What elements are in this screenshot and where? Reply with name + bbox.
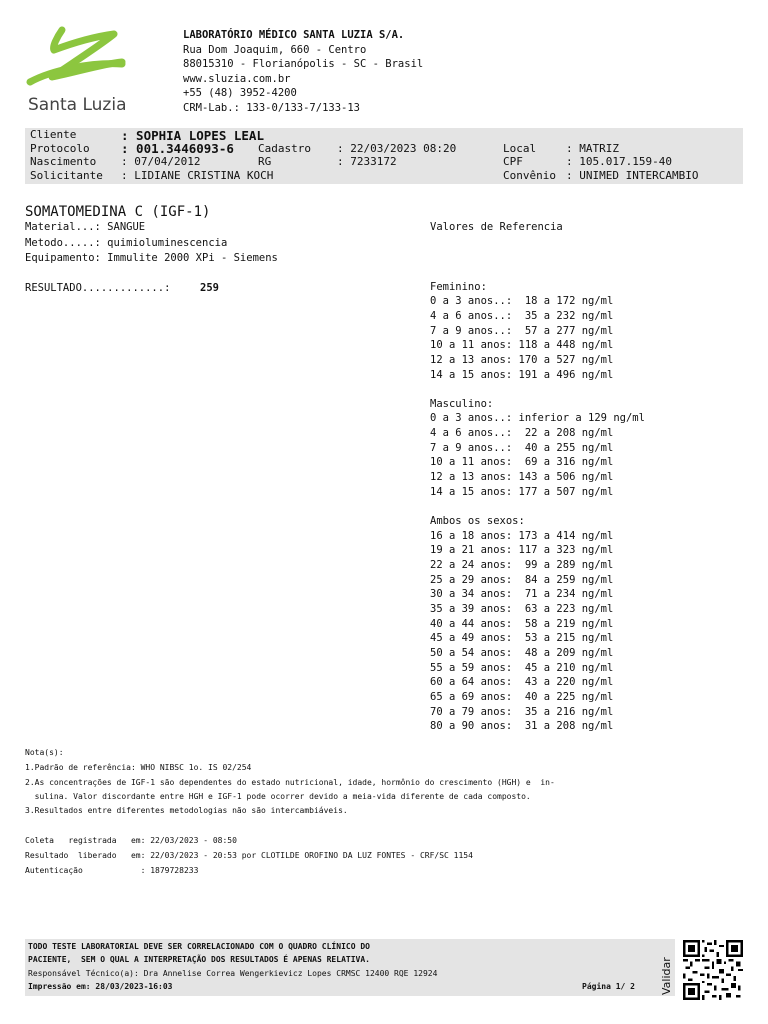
reference-row: 45 a 49 anos: 53 a 215 ng/ml: [430, 632, 614, 644]
footer-box: [25, 939, 675, 996]
local-value: : MATRIZ: [566, 142, 619, 155]
footer-pagina: Página 1/ 2: [582, 982, 635, 991]
reference-row: 14 a 15 anos: 191 a 496 ng/ml: [430, 369, 614, 381]
lab-address: Rua Dom Joaquim, 660 - Centro: [183, 43, 367, 56]
nascimento-value: : 07/04/2012: [121, 155, 201, 168]
reference-row: 12 a 13 anos: 143 a 506 ng/ml: [430, 471, 614, 483]
note-1: 1.Padrão de referência: WHO NIBSC 1o. IS 02/254: [25, 763, 252, 772]
footer-disclaimer-2: PACIENTE, SEM O QUAL A INTERPRETAÇÃO DOS RESULTADOS É APENAS RELATIVA.: [28, 955, 370, 964]
reference-row: 19 a 21 anos: 117 a 323 ng/ml: [430, 544, 614, 556]
reference-row: 0 a 3 anos..: 18 a 172 ng/ml: [430, 295, 614, 307]
logo-text: Santa Luzia: [28, 95, 127, 115]
lab-crm: CRM-Lab.: 133-0/133-7/133-13: [183, 101, 361, 114]
lab-header: [183, 28, 423, 116]
reference-row: 25 a 29 anos: 84 a 259 ng/ml: [430, 574, 614, 586]
convenio-label: Convênio: [503, 169, 556, 182]
rg-label: RG: [258, 155, 272, 168]
reference-row: 55 a 59 anos: 45 a 210 ng/ml: [430, 662, 614, 674]
exam-equipamento: Equipamento: Immulite 2000 XPi - Siemens: [25, 252, 278, 264]
note-2b: sulina. Valor discordante entre HGH e IGF-1 pode ocorrer devido a meia-vida diferente de cada composto.: [25, 792, 531, 801]
reference-row: 60 a 64 anos: 43 a 220 ng/ml: [430, 676, 614, 688]
footer-disclaimer-1: TODO TESTE LABORATORIAL DEVE SER CORRELACIONADO COM O QUADRO CLÍNICO DO: [28, 942, 370, 951]
reference-row: 40 a 44 anos: 58 a 219 ng/ml: [430, 618, 614, 630]
reference-title: Valores de Referencia: [430, 221, 563, 233]
reference-row: 7 a 9 anos..: 57 a 277 ng/ml: [430, 325, 614, 337]
reference-row: 65 a 69 anos: 40 a 225 ng/ml: [430, 691, 614, 703]
lab-website[interactable]: www.sluzia.com.br: [183, 72, 291, 85]
lab-city: 88015310 - Florianópolis - SC - Brasil: [183, 58, 424, 71]
ambos-title: Ambos os sexos:: [430, 515, 525, 527]
reference-row: 80 a 90 anos: 31 a 208 ng/ml: [430, 720, 614, 732]
reference-row: 22 a 24 anos: 99 a 289 ng/ml: [430, 559, 614, 571]
reference-row: 12 a 13 anos: 170 a 527 ng/ml: [430, 354, 614, 366]
notes-title: Nota(s):: [25, 748, 64, 757]
masculino-title: Masculino:: [430, 398, 494, 410]
cadastro-value: : 22/03/2023 08:20: [337, 142, 457, 155]
nascimento-label: Nascimento: [30, 155, 97, 168]
exam-metodo: Metodo.....: quimioluminescencia: [25, 237, 228, 249]
cliente-label: Cliente: [30, 128, 77, 141]
protocolo-label: Protocolo: [30, 142, 90, 155]
coleta-registrada: Coleta registrada em: 22/03/2023 - 08:50: [25, 836, 237, 845]
reference-row: 4 a 6 anos..: 35 a 232 ng/ml: [430, 310, 614, 322]
convenio-value: : UNIMED INTERCAMBIO: [566, 169, 699, 182]
cliente-value: : SOPHIA LOPES LEAL: [121, 128, 264, 143]
lab-name: LABORATÓRIO MÉDICO SANTA LUZIA S/A.: [183, 29, 405, 41]
protocolo-value: : 001.3446093-6: [121, 141, 234, 156]
reference-row: 4 a 6 anos..: 22 a 208 ng/ml: [430, 427, 614, 439]
reference-row: 70 a 79 anos: 35 a 216 ng/ml: [430, 706, 614, 718]
reference-row: 14 a 15 anos: 177 a 507 ng/ml: [430, 486, 614, 498]
resultado-liberado: Resultado liberado em: 22/03/2023 - 20:53 por CLOTILDE OROFINO DA LUZ FONTES - CRF/SC 1154: [25, 851, 473, 860]
local-label: Local: [503, 142, 537, 155]
reference-row: 7 a 9 anos..: 40 a 255 ng/ml: [430, 442, 614, 454]
footer-responsavel: Responsável Técnico(a): Dra Annelise Correa Wengerkievicz Lopes CRMSC 12400 RQE 12924: [28, 969, 438, 978]
validar-label: Validar: [660, 957, 673, 995]
reference-row: 10 a 11 anos: 69 a 316 ng/ml: [430, 456, 614, 468]
cpf-value: : 105.017.159-40: [566, 155, 672, 168]
reference-row: 16 a 18 anos: 173 a 414 ng/ml: [430, 530, 614, 542]
exam-material: Material...: SANGUE: [25, 221, 146, 233]
reference-row: 35 a 39 anos: 63 a 223 ng/ml: [430, 603, 614, 615]
solicitante-label: Solicitante: [30, 169, 103, 182]
reference-row: 50 a 54 anos: 48 a 209 ng/ml: [430, 647, 614, 659]
cadastro-label: Cadastro: [258, 142, 311, 155]
cpf-label: CPF: [503, 155, 523, 168]
reference-row: 10 a 11 anos: 118 a 448 ng/ml: [430, 339, 614, 351]
patient-info-box: [25, 128, 743, 184]
solicitante-value: : LIDIANE CRISTINA KOCH: [121, 169, 274, 182]
note-3: 3.Resultados entre diferentes metodologias não são intercambiáveis.: [25, 806, 348, 815]
reference-row: 0 a 3 anos..: inferior a 129 ng/ml: [430, 412, 645, 424]
qr-code[interactable]: [683, 940, 743, 1000]
lab-phone: +55 (48) 3952-4200: [183, 87, 297, 100]
reference-row: 30 a 34 anos: 71 a 234 ng/ml: [430, 588, 614, 600]
rg-value: : 7233172: [337, 155, 397, 168]
resultado-value: 259: [200, 282, 219, 294]
autenticacao: Autenticação : 1879728233: [25, 866, 199, 875]
footer-impressao: Impressão em: 28/03/2023-16:03: [28, 982, 173, 991]
exam-title: SOMATOMEDINA C (IGF-1): [25, 204, 211, 220]
note-2a: 2.As concentrações de IGF-1 são dependentes do estado nutricional, idade, hormônio do crescimento (HGH) e in-: [25, 778, 555, 787]
resultado-label: RESULTADO.............:: [25, 282, 171, 294]
feminino-title: Feminino:: [430, 281, 487, 293]
